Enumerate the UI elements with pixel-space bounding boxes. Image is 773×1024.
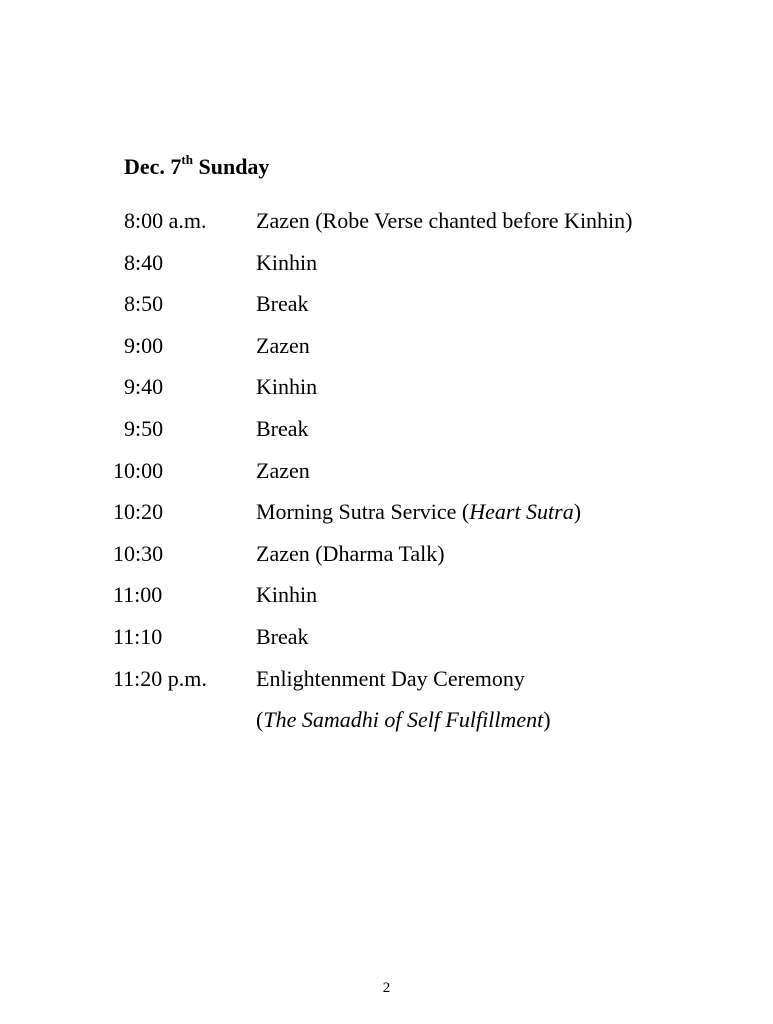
- schedule-event-text: Break: [256, 623, 309, 649]
- schedule-event: [256, 622, 309, 652]
- schedule-time: 9:00: [124, 332, 164, 358]
- schedule-event-text: Kinhin: [256, 582, 318, 608]
- schedule-time: 8:00 a.m.: [124, 208, 207, 233]
- schedule-time: 11:10: [113, 623, 163, 649]
- day-heading: [124, 153, 269, 181]
- schedule-time: 8:40: [124, 249, 164, 275]
- schedule-event: [256, 580, 317, 610]
- day-heading-date: Dec. 7: [124, 154, 182, 179]
- schedule-event: [256, 372, 317, 402]
- schedule-event-text: Zazen: [256, 457, 310, 483]
- schedule-event-text: Break: [256, 291, 309, 317]
- schedule-time: 10:30: [113, 540, 164, 566]
- schedule-event: [256, 456, 310, 486]
- schedule-row: [0, 539, 773, 581]
- schedule-event-title: Heart Sutra: [469, 499, 574, 525]
- day-heading-ordinal: th: [181, 151, 193, 167]
- schedule-row: [0, 248, 773, 290]
- schedule-time: 10:00: [113, 457, 164, 483]
- schedule-time: 8:50: [124, 291, 164, 317]
- schedule-row: [0, 456, 773, 498]
- schedule-event-text: (: [256, 707, 264, 733]
- schedule-event-text: Zazen: [256, 332, 310, 358]
- schedule-event-text: Break: [256, 415, 309, 441]
- schedule-event-text: Zazen (Dharma Talk): [256, 540, 445, 566]
- schedule-row: [0, 622, 773, 664]
- day-heading-weekday: Sunday: [192, 154, 270, 179]
- schedule-event: [256, 331, 310, 361]
- schedule-event: [256, 539, 445, 569]
- page-number: 2: [382, 980, 391, 996]
- schedule-event: [256, 497, 581, 527]
- schedule-time: 10:20: [113, 499, 164, 525]
- schedule-event-text: Zazen (Robe Verse chanted before Kinhin): [256, 208, 633, 233]
- schedule-row: [0, 289, 773, 331]
- schedule-row: [0, 497, 773, 539]
- schedule-row: [0, 580, 773, 622]
- schedule-event-text: ): [573, 499, 582, 525]
- schedule-time: 9:50: [124, 415, 164, 441]
- schedule-row: [0, 372, 773, 414]
- schedule-event-text: Morning Sutra Service (: [256, 499, 470, 525]
- schedule-row: [0, 331, 773, 373]
- schedule-event: [256, 705, 551, 735]
- schedule-event-text: Kinhin: [256, 374, 318, 400]
- schedule-row: [0, 206, 773, 248]
- schedule-time: 9:40: [124, 374, 164, 400]
- schedule-event-text: Kinhin: [256, 249, 318, 275]
- schedule-list: [0, 206, 773, 747]
- schedule-event: [256, 206, 633, 236]
- schedule-event-text: ): [543, 707, 551, 733]
- schedule-row: [0, 664, 773, 706]
- schedule-time: 11:20 p.m.: [113, 665, 207, 691]
- schedule-event-title: The Samadhi of Self Fulfillment: [263, 707, 544, 733]
- schedule-event-text: Enlightenment Day Ceremony: [256, 665, 525, 691]
- schedule-row: [0, 705, 773, 747]
- schedule-event: [256, 664, 525, 694]
- schedule-event: [256, 414, 309, 444]
- schedule-row: [0, 414, 773, 456]
- schedule-event: [256, 289, 309, 319]
- schedule-event: [256, 248, 317, 278]
- schedule-time: 11:00: [113, 582, 163, 608]
